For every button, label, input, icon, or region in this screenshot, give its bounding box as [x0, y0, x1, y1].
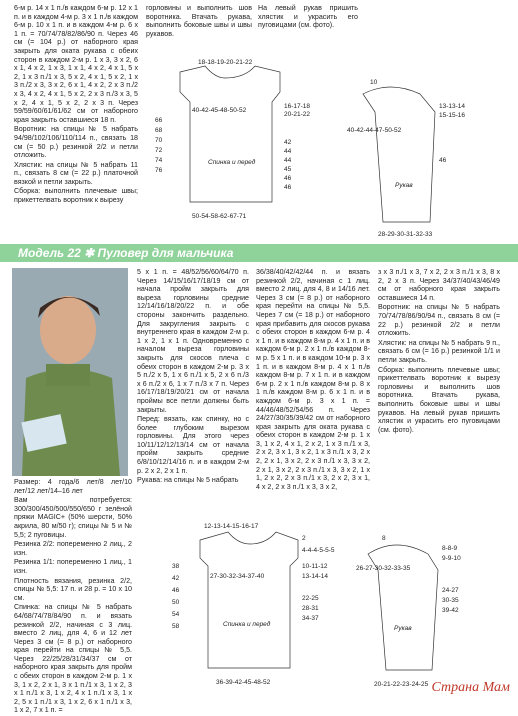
right-dim: 46 [284, 184, 292, 191]
left-dim: 76 [155, 167, 163, 174]
paragraph: 6-м р. 14 х 1 п./в каждом 6-м р. 12 х 1 п. и в каждом 4-м р. 3 х 1 п./в каждом 6-м р. 10 х 1 п. и в каждом 4-м р. 6 х 1 п. = 70/74/78/82/86/90 п. Через 46 см (= 104 р.) от наборного края закрыть для оката рукава с обеих сторон в каждом 2-м р. 1 х 3, 3 х 2, 6 х 1, 4 х 2, 1 х 3, 1 х 1, 4 х 2, 4 х 1, 5 х 2, 1 х 3 п./1 х 3, 5 х 2, 4 х 1, 5 х 2, 1 х 3 п./2 х 3, 3 х 2, 6 х 1, 4 х 2, 2 х 3 п./2 х 3, 4 х 2, 4 х 1, 5 х 2, 2 х 3 п./3 х 3, 5 х 2, 4 х 1, 5 х 2, 2 х 3 п. Через 59/59/60/61/61/62 см от наборного края закрыть оставшиеся 18 п. [14, 4, 138, 124]
left-dim: 38 [172, 563, 180, 570]
paragraph: з х 3 п./1 х 3, 7 х 2, 2 х 3 п./1 х 3, 8 х 2, 2 х 3 п. Через 34/37/40/43/46/49 см от наборного края закрыть оставшиеся 14 п. [378, 268, 500, 302]
left-dim: 68 [155, 127, 163, 134]
model-title-band [0, 244, 518, 262]
neck-dim: 40-42-45-48-50-52 [192, 107, 247, 114]
bottom-body-diagram [168, 518, 348, 690]
right-dim: 20-21-22 [284, 111, 311, 118]
paragraph: Воротник: на спицы № 5 набрать 94/98/102/106/110/114 п., связать 18 см (= 50 р.) резинкой 2/2 и петли отложить. [14, 125, 138, 160]
spec-rib-2x2: Резинка 2/2: попеременно 2 лиц., 2 изн. [14, 540, 132, 557]
top-text-col-3 [258, 4, 358, 31]
spec-materials: Вам потребуется: 300/300/450/500/550/650 г зелёной пряжи MAGIC+ (50% шерсти, 50% акрила, 80 м/50 г); спицы № 5 и № 5,5; 2 пуговицы. [14, 496, 132, 539]
bottom-sleeve-diagram [346, 530, 476, 690]
right-dim: 4-4-4-5-5-5 [302, 547, 335, 554]
top-dim: 8 [382, 535, 386, 542]
spec-gauge: Плотность вязания, резинка 2/2, спицы № 5,5: 17 п. и 28 р. = 10 х 10 см. [14, 576, 132, 602]
paragraph: Сборка: выполнить плечевые швы; прикеттелвать воротник к вырезу [14, 187, 138, 205]
neck-dim: 27-30-32-34-37-40 [210, 573, 265, 580]
left-dim: 42 [172, 575, 180, 582]
right-dim: 46 [439, 157, 447, 164]
left-dim: 54 [172, 611, 180, 618]
left-dim: 58 [172, 623, 180, 630]
right-dim: 24-27 [442, 587, 459, 594]
mid-text-col-4 [378, 268, 500, 435]
top-dim: 12-13-14-15-16-17 [204, 523, 259, 530]
bottom-dim: 50-54-58-62-67-71 [192, 213, 247, 220]
bottom-dim: 36-39-42-45-48-52 [216, 679, 271, 686]
body-label: Спинка и перед [208, 159, 256, 166]
right-dim: 13-13-14 [439, 103, 466, 110]
right-dim: 34-37 [302, 615, 319, 622]
top-dim: 18-18-19-20-21-22 [198, 59, 253, 66]
right-dim: 44 [284, 157, 292, 164]
specs-column [14, 478, 132, 716]
sleeve-label: Рукав [394, 625, 412, 632]
left-dim: 66 [155, 117, 163, 124]
paragraph: Воротник: на спицы № 5 набрать 70/74/78/86/90/94 п., связать 8 см (= 22 р.) резинкой 2/2 и петли отложить. [378, 303, 500, 338]
paragraph: Перед: вязать, как спинку, но с более глубоким вырезом горловины. Для этого через 10/11/12/12/13/14 см от начала пройм закрыть средние 6/8/10/12/14/16 п. и в каждом 2-м р. 2 х 2, 2 х 1 п. [137, 415, 249, 475]
top-text-col-2 [146, 4, 252, 39]
right-dim: 22-25 [302, 595, 319, 602]
mid-text-col-2 [137, 268, 249, 486]
right-dim: 2 [302, 535, 306, 542]
spec-back: Спинка: на спицы № 5 набрать 64/68/74/78/84/90 п. и вязать резинкой 2/2, начиная с 3 лиц. вместо 2 лиц, для 4, 6 и 12 лет Через 3 см (= 8 р.) от наборного края перейти на спицы № 5,5. Через 22/25/28/31/34/37 см от наборного края закрыть для пройм с обеих сторон в каждом 2-м р. 1 х 3, 1 х 2, 2 х 1, 3 х 1 п./1 х 3, 1 х 2, 3 х 1 п./1 х 3, 1 х 2, 4 х 1 п./1 х 3, 1 х 2, 5 х 1 п./1 х 3, 1 х 2, 6 х 1 п./1 х 3, 1 х 2, 7 х 1 п. = [14, 603, 132, 715]
paragraph: Сборка: выполнить плечевые швы; прикеттелвать воротник к вырезу горловины и выполнить шов воротника. Втачать рукава, выполнить боковые швы и швы рукавов. На левый рукав пришить хлястик и украсить его пуговицами (см. фото). [378, 365, 500, 434]
body-label: Спинка и перед [223, 621, 271, 628]
top-text-col-1 [14, 4, 138, 206]
spec-rib-1x1: Резинка 1/1: попеременно 1 лиц., 1 изн. [14, 558, 132, 575]
mid-dim: 40-42-44-47-50-52 [347, 127, 402, 134]
left-dim: 70 [155, 137, 163, 144]
left-dim: 72 [155, 147, 163, 154]
paragraph: Хлястик: на спицы № 5 набрать 9 п., связать 6 см (= 16 р.) резинкой 1/1 и петли закрыть. [378, 338, 500, 364]
right-dim: 46 [284, 175, 292, 182]
left-dim: 74 [155, 157, 163, 164]
spec-size: Размер: 4 года/6 лет/8 лет/10 лет/12 лет/14–16 лет [14, 478, 132, 495]
paragraph: 5 х 1 п. = 48/52/56/60/64/70 п. Через 14/15/16/17/18/19 см от начала пройм закрыть для выреза горловины средние 12/14/16/18/20/22 п. и обе стороны закончить раздельно. Для закругления закрыть с внутреннего края в каждом 2-м р. 1 х 2, 1 х 1 п. Одновременно с началом выреза горловины закрыть для скосов плеча с обеих сторон в каждом 2-м р. 3 х 5 п./2 х 5, 1 х 6 п./1 х 5, 2 х 6 п./3 х 6 п./2 х 6, 1 х 7 п./3 х 7 п. Через 16/17/18/19/20/21 см от начала проймы все петли должны быть закрыты. [137, 268, 249, 414]
paragraph: горловины и выполнить шов воротника. Втачать рукава, выполнить боковые швы и швы рукавов. [146, 4, 252, 38]
top-sleeve-diagram [335, 72, 485, 242]
right-dim: 42 [284, 139, 292, 146]
mid-dim: 26-27-30-32-33-35 [356, 565, 411, 572]
bottom-dim: 28-29-30-31-32-33 [378, 231, 433, 238]
top-dim: 10 [370, 79, 378, 86]
right-dim: 44 [284, 148, 292, 155]
right-dim: 9-9-10 [442, 555, 461, 562]
right-dim: 8-8-9 [442, 545, 458, 552]
right-dim: 16-17-18 [284, 103, 311, 110]
left-dim: 50 [172, 599, 180, 606]
left-dim: 46 [172, 587, 180, 594]
mid-text-col-3 [256, 268, 370, 492]
top-body-diagram [150, 52, 320, 227]
model-title: Модель 22 ✱ Пуловер для мальчика [18, 246, 234, 260]
right-dim: 28-31 [302, 605, 319, 612]
paragraph: На левый рукав пришить хлястик и украсить его пуговицами (см. фото). [258, 4, 358, 30]
right-dim: 10-11-12 [302, 563, 328, 570]
site-watermark: Страна Мам [431, 680, 510, 695]
right-dim: 15-15-16 [439, 112, 466, 119]
right-dim: 30-35 [442, 597, 459, 604]
right-dim: 13-14-14 [302, 573, 329, 580]
paragraph: 36/38/40/42/42/44 п. и вязать резинкой 2/2, начиная с 1 лиц. вместо 2 лиц. для 4, 8 и 14/16 лет. Через 3 см (= 8 р.) от наборного края перейти на спицы № 5,5. Через 7 см (= 18 р.) от наборного края прибавить для скосов рукава с обеих сторон в каждом 6-м р. 4 х 1 п. и в каждом 8-м р. 4 х 1 п. и в каждом 6-м р. 2 х 1 п./в каждом 8-м р. 5 х 1 п. и в каждом 10-м р. 3 х 1 п. и в каждом 8-м р. 4 х 1 п./в каждом 8-м р. 7 х 1 п. и в каждом 6-м р. 2 х 1 п./в каждом 8-м р. 8 х 1 п./в каждом 8-м р. 6 х 1 п. и в каждом 6-м р. 3 х 1 п. = 44/46/48/52/54/56 п. Через 24/27/30/35/39/42 см от наборного края закрыть для оката рукава с обеих сторон в каждом 2-м р. 1 х 3, 1 х 2, 4 х 1, 2 х 2, 1 х 3 п./1 х 3, 2 х 2, 3 х 1, 3 х 2, 1 х 3 п./1 х 3, 2 х 2, 2 х 1, 3 х 2, 2 х 3 п./1 х 3, 3 х 2, 2 х 1, 3 х 2, 2 х 3 п./1 х 3, 3 х 2, 1 х 1, 2 х 2, 2 х 3 п./1 х 3, 2 х 2, 3 х 1, 4 х 2, 2 х 3 п./1 х 3, 3 х 2, [256, 268, 370, 491]
right-dim: 39-42 [442, 607, 459, 614]
right-dim: 45 [284, 166, 292, 173]
paragraph: Рукава: на спицы № 5 набрать [137, 476, 239, 485]
boy-photo [12, 268, 128, 476]
sleeve-label: Рукав [395, 182, 413, 189]
paragraph: Хлястик: на спицы № 5 набрать 11 п., связать 8 см (= 22 р.) платочной вязкой и петли закрыть. [14, 160, 138, 186]
bottom-dim: 20-21-22-23-24-25 [374, 681, 429, 688]
